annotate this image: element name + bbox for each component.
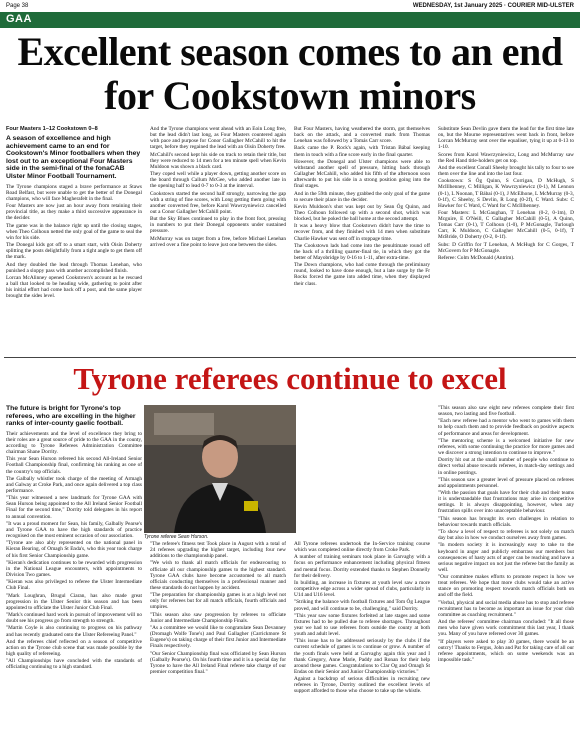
paragraph: "Verbal, physical and social media abuse has to stop and referee recruitment has to become as important an issue for your club committee as coaching recruitment." [438, 599, 574, 618]
paragraph: "It was a proud moment for Sean, his family, Galbally Pearse's and Tyrone GAA to have the high standards of practice recognised on the most eminent occasion of our association. [6, 520, 142, 540]
article2-body [6, 405, 574, 733]
team-list: Cookstown: S Óg Quinn, S Corrigan, D McHugh, S McIllhenney, C Milligan, K Wawrzyniewicz (0-1), M Lennon (0-1), L Noonan, T Bábaí (0-1), J McElhone, L McMurray (0-3, 0-1f), C Sheehy, S Devlin, R Long (0-2f), C Ward. Subs: C Hawker for C Ward, C Ward for C McIllhenney. [438, 178, 574, 209]
divider [4, 357, 576, 358]
article2-col-2 [150, 405, 286, 733]
paragraph: "To show a level of respect to referees is not solely on match day but also in how we conduct ourselves away from games. [438, 529, 574, 542]
paragraph: The Galbally whistler took charge of the meeting of Armagh and Galway at Croke Park, and once again delivered a top class performance. [6, 475, 142, 494]
paragraph: They coped well while a player down, getting another score on the board through Callum McGee, who added another late in the opening half to lead 0-7 to 0-3 at the interval. [150, 171, 286, 190]
paragraph: "As a committee we would like to congratulate Sean Devanney (Dromagh Wolfe Tone's) and Paul Gallagher (Carrickmore St Eugene's) on taking charge of their first Junior and Intermediate Finals respectively. [150, 624, 286, 650]
paragraph: The Down champions, who had come through the preliminary round, looked to have done enough, but a late surge by the Fr Rocks forced the game into added time, when they displayed their class. [294, 262, 430, 287]
paragraph: The game was in the balance right up until the closing stages, when Theo Colhoun netted the only goal of the game to seal the win for his side. [6, 222, 142, 241]
paragraph: Cookstown started the second half strongly, narrowing the gap with a string of fine scores, with Long getting them going with another converted free, before Karol Wawrzyniewicz cancelled out a Conor Gallagher McCahill point. [150, 190, 286, 215]
paragraph: All Tyrone referees undertook the In-Service training course which was completed online directly from Croke Park. [294, 541, 430, 554]
paragraph: And the excellent Conall Sheehy brought his tally to four to see them over the line and into the last four. [438, 164, 574, 178]
paragraph: However, the Donegal and Ulster champions were able to withstand another spell of pressure, hitting back through Gallagher McCahill, who added his fifth of the afternoon soon afterwards to put his side in a strong position going into the final stages. [294, 158, 430, 190]
paragraph: "The referee's fitness test Took place in August with a total of 24 referees upgrading the higher target, including four new additions to the championship panel. [150, 541, 286, 560]
paragraph: "This issue has to be addressed seriously by the clubs if the current schedule of games is to continue or grow. A number of the youth finals were held at Garvaghy again this year and I thank Gregory, Anne Marie, Paddy and Ronan for their help around these games. Congratulations to Clar Og and Omagh St Endas on their Senior and Junior Championship victories." [294, 638, 430, 675]
paragraph: "The mentoring scheme is a welcomed initiative for new referees, with some continuing the practice for more games and we discover a strong intention to continue to improve." [438, 437, 574, 457]
page-header [0, 0, 580, 12]
paragraph: And in the 59th minute, they grabbed the only goal of the game to secure their place in the decider. [294, 190, 430, 203]
paragraph: But the Sky Blues continued to play in the front foot, pressing in numbers to put their Donegal opponents under sustained pressure. [150, 216, 286, 235]
article1-col-3 [294, 126, 430, 354]
paragraph: Dorrity hit out at the small number of people who continue to direct verbal abuse towards referees, in match-day settings and in online postings. [438, 457, 574, 476]
paragraph: "Martin Coyle is also continuing to progress on his pathway and has recently graduated onto the Ulster Refereeing Panel." [6, 625, 142, 638]
paragraph: Scores from Karol Wawrzyniewicz, Long and McMurray saw the Red Hand title-holders get on top. [438, 151, 574, 164]
paragraph: "This season has brought its own challenges in relation to behaviour towards match officials. [438, 515, 574, 528]
paragraph: But Four Masters, having weathered the storm, got themselves back on the attack, and a converted mark from Thomas Lenehan was followed by a Tomás Carr score. [294, 126, 430, 145]
article1-standfirst: A season of excellence and high achievement came to an end for Cookstown's Minor footballers when they lost out to an exceptional Four Masters side in the semi-final of the fonaCAB Ulster Minor Football Tournament. [6, 135, 141, 181]
paragraph: This year Sean Hurson refereed his second All-Ireland Senior Football Championship final, confirming his ranking as one of the country's top officials. [6, 456, 142, 475]
team-list: Subs: D Griffin for T Lenehan, A McHugh for C Gorges, T McGovern for P McGonagle. [438, 241, 574, 254]
paragraph: And the referees' committee chairman concluded: "It all those men who have given work commitment this last year, I thank you. Many of you have refereed over 30 games. [438, 619, 574, 638]
paragraph: "With the passion that goals have for their club and their teams it is understandable that frustrations may arise in competitive settings. It is always disappointing, however, when any frustration spills over into unacceptable behaviour. [438, 490, 574, 515]
photo-caption: Tyrone referee Sean Hurson. [144, 534, 209, 540]
article1-col-4 [438, 126, 574, 354]
photo-space [150, 405, 286, 541]
paragraph: McMurray was on target from a free, before Michael Lenehan arrived over a fine point to leave just one between the sides. [150, 235, 286, 248]
paragraph: "Our Senior Championship final was officiated by Sean Hurson (Galbally Pearse's). On his fourth time and it is a special day for Tyrone to have the All Ireland Final referee take charge of our premier competition final." [150, 650, 286, 675]
paragraph: "Kieran's dedication continues to be rewarded with progression in the National League encounters, with appointments to Division Two games. [6, 559, 142, 578]
paragraph: The Cookstown lads had come into the penultimate round off the back of a thrilling quarter-final tie, in which they got the better of Mayobridge by 0-16 to 1-11, after extra-time. [294, 242, 430, 261]
paragraph: And the referees chief reflected on a season of competitive action on the Tyrone club scene that was made possible by the high quality of refereeing. [6, 638, 142, 658]
paragraph: "This season also saw eight new referees complete their first season, two lasting and five football. [438, 405, 574, 418]
paragraph: "In modern society it is increasingly easy to take to the keyboard in anger and publicly embarrass our members but consequences of hasty acts of anger can be reaching and have a serious negative impact on not just the referee but the family as well. [438, 542, 574, 573]
paragraph: The Tyrone champions staged a brave performance at Staws Road Belfast, but were unable to get the better of the Donegal champions, who will face Magherafelt in the final. [6, 183, 142, 202]
paragraph: Back came the P. Rock's again, with Tristan Bábaí keeping them in touch with a fine score early in the final quarter. [294, 145, 430, 158]
paragraph: "This year saw some fixtures forfeited at late stages and some fixtures had to be pulled due to referee shortages. Throughout year we had to use referees from outside the county at both youth and adult level. [294, 612, 430, 638]
paragraph: "Each new referee had a mentor who went to games with them to help coach them and to provide feedback on positive aspects of performance and areas for development. [438, 418, 574, 437]
article2-headline: Tyrone referees continue to excel [73, 361, 507, 396]
paragraph: "Tyrone are also ably represented on the national panel in Kieran Bearing, of Omagh St Enda's, who this year took charge of his first Senior Championship game. [6, 540, 142, 559]
paragraph: "This season also saw progression by referees to officiate Junior and Intermediate Championship Finals. [150, 611, 286, 624]
paragraph: "Kieran was also privileged to referee the Ulster Intermediate Club Final. [6, 579, 142, 592]
paragraph: "We wish to thank all match officials for endeavouring to officiate all our championship games to the highest standard. Tyrone GAA clubs have become accustomed to all match officials conducting themselves in a professional manner and these standards do not happen by accident. [150, 560, 286, 591]
section-label: GAA [6, 13, 32, 25]
paragraph: The Donegal kids got off to a smart start, with Oisín Doherty splitting the posts delightfully from a tight angle to get them off the mark. [6, 242, 142, 261]
article1-headline: Excellent season comes to an end for Cookstown minors [17, 29, 563, 118]
paragraph: And they doubled the lead through Thomas Lenehan, who punished a sloppy pass with another accomplished finish. [6, 261, 142, 274]
article2-standfirst: The future is bright for Tyrone's top referees, who are excelling in the higher ranks of inter-county gaelic football. [6, 405, 136, 428]
dateline: WEDNESDAY, 1st January 2025 · COURIER MID-ULSTER [412, 3, 574, 9]
paragraph: Four Masters are now just an hour away from retaining their provincial title, as they make a third successive appearance in the decider. [6, 203, 142, 222]
paragraph: Their achievements and the level of excellence they bring to their roles are a great source of pride to the GAA in the county, according to Tyrone Referees Administration Committee chairman Shane Dorrity. [6, 430, 142, 456]
paragraph: Kevin Muldoon's shot was kept out by Sean Óg Quinn, and Theo Colhoun followed up with a second shot, which was blocked, but he poked the ball home at the second attempt. [294, 203, 430, 223]
paragraph: Against a backdrop of serious difficulties in recruiting new referees in Tyrone, Dorrity outlined the excellent levels of support afforded to those who choose to take up the whistle. [294, 676, 430, 695]
paragraph: A number of training seminars took place in Garvaghy with a focus on performance enhancement including physical fitness and mental focus. Dorrity extended thanks to Stephen Donnelly for their delivery. [294, 554, 430, 579]
page-number: Page 38 [6, 3, 29, 9]
photo-space [294, 405, 430, 541]
referee-line: Referee: Colm McDonald (Antrim). [438, 255, 515, 261]
paragraph: It was a heavy blow that Cookstown didn't have the time to recover from, and they finished with 14 men when substitute Charlie Hawker was sent off in stoppage time. [294, 223, 430, 242]
paragraph: "If players were asked to play 30 games, there would be an outcry! Thanks to Fergus, John and Pat for taking care of all our referee appointments, which on some weekends was an impossible task." [438, 638, 574, 663]
paragraph: "All Championships have concluded with the standards of officiating continuing to a high standard. [6, 658, 142, 671]
paragraph: "This season saw a greater level of pressure placed on referees and appointments personnel. [438, 476, 574, 489]
paragraph: "This year witnessed a new landmark for Tyrone GAA with Sean Hurson being appointed to the All Ireland Senior Football Final for the second time," Dorrity told delegates in his report to annual convention. [6, 495, 142, 520]
paragraph: In building, an increase in fixtures at youth level saw a more competitive edge across a wider spread of clubs, particularly in U14 and U16 level. [294, 579, 430, 599]
paragraph: "Mark's continued hard work in pursuit of improvement will no doubt see his progress go from strength to strength. [6, 612, 142, 625]
paragraph: "The preparation for championship games is at a high level not only for referees but for all match officials, fourth officials and umpires. [150, 592, 286, 611]
section-bar [0, 12, 580, 28]
article2-col-4 [438, 405, 574, 733]
paragraph: "Mark Loughran, Brugul Ciaran, has also made great progression in the Ulster Senior this season and has been appointed to officiate the Ulster Junior Club Final. [6, 592, 142, 611]
paragraph: "Our committee makes efforts to promote respect in how we treat referees. We hope that more clubs would take an active stance on promoting respect towards match officials both on and off the field. [438, 574, 574, 599]
paragraph: Substitute Sean Devlin gave them the lead for the first time late on, but the Mourne representatives went back in front, before Lorcan McMurray sent over the equaliser, tying it up at 0-13 to 1-10. [438, 126, 574, 151]
paragraph: "Striking the balance with football fixtures and Tom Óg League proved, and will continue to be, challenging," said Dorrity. [294, 599, 430, 612]
paragraph: Lorcan McAlinney opened Cookstown's account as he rescued a ball that looked to be heading wide, gathering to point after his initial effort had come back off a post, and the same player brought the sides level. [6, 274, 142, 300]
article1-body [6, 126, 574, 354]
article2-col-1 [6, 405, 142, 733]
paragraph: McCahill's second kept his side on track to retain their title, but they were reduced to 14 men for a ten minute spell when Kevin Muldoon was shown a black card. [150, 151, 286, 170]
paragraph: And the Tyrone champions went ahead with an Eoin Long free, but the lead didn't last long, as Four Masters countered again with pace and purpose for Conor Gallagher McCahill to hit the target, before they regained the lead with an Oisín Doherty free. [150, 126, 286, 151]
article2-col-3 [294, 405, 430, 733]
article1-byline: Four Masters 1–12 Cookstown 0–8 [6, 126, 98, 132]
article1-col-1 [6, 126, 142, 354]
team-list: Four Masters: L McGaughan, T Lenehan (0-2, 0-1m), D Mcguire, E O'Neill, C Gallagher McCahill (0-5), A Quinn, Tomas Carr (0-1), T Colhoun (1-0), P McGonagle, Turlough Carr, K Muldoon, C Gallagher McCahill (0-5, 0-1f), T McBride, O Doherty (0-2, 0-1f). [438, 209, 574, 241]
article1-col-2 [150, 126, 286, 354]
